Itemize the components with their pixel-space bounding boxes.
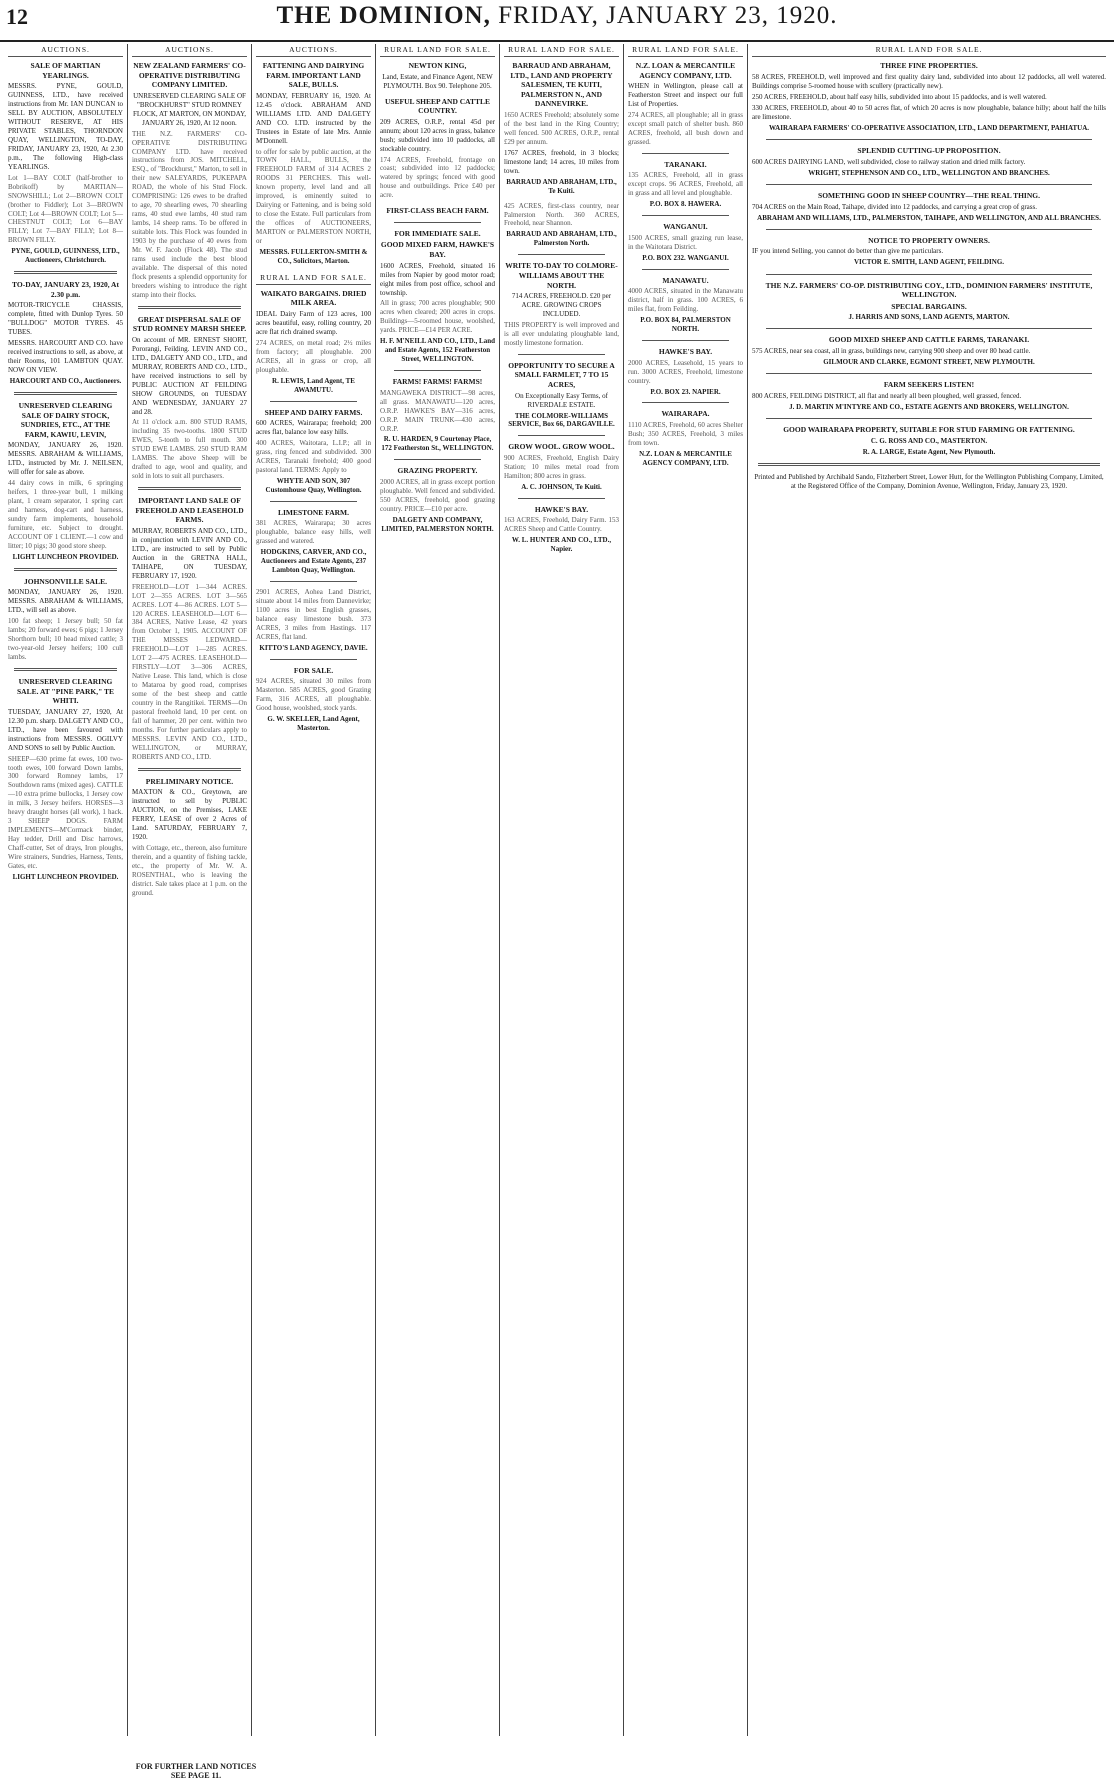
ad-signature: A. C. JOHNSON, Te Kuiti. xyxy=(521,482,602,491)
ad-body-filler: 4000 ACRES, situated in the Manawatu district, half in grass. 100 ACRES, 6 miles flat, from Feilding. xyxy=(628,287,743,314)
ad-signature: H. F. M'NEILL AND CO., LTD., Land and Estate Agents, 152 Featherston Street, WELLINGTON. xyxy=(380,337,496,364)
ad-body: 209 ACRES, O.R.P., rental 45d per annum; about 120 acres in grass, balance bush; subdivided into 10 paddocks, all stockable country. xyxy=(380,117,495,153)
ad-heading: FARMS! FARMS! FARMS! xyxy=(392,377,483,387)
ad-body: MESSRS. PYNE, GOULD, GUINNESS, LTD., have received instructions from Mr. IAN DUNCAN to SELL BY AUCTION, ABSOLUTELY WITHOUT RESERVE, AT HIS PRIVATE STABLES, THORNDON QUAY, WELLINGTON, TO-DAY, FRIDAY, JANUARY 23, 1920, At 2.30 p.m., The following High-class YEARLINGS. xyxy=(8,82,123,171)
ad-manawatu xyxy=(628,276,743,334)
ad-notice-owners xyxy=(752,236,1106,268)
divider xyxy=(14,568,117,571)
ad-body-filler: 2000 ACRES, Leasehold, 15 years to run. 3000 ACRES, Freehold, limestone country. xyxy=(628,358,743,385)
ad-wairarapa-6 xyxy=(628,409,743,467)
divider xyxy=(394,459,481,460)
ad-body-filler: THE N.Z. FARMERS' CO-OPERATIVE DISTRIBUTING COMPANY LTD. have received instructions from JOS. MITCHELL, ESQ., of "Brockhurst," Marton, to sell in their new SALEYARDS, PUKEPAPA ROAD, the whole of his Stud Flock. COMPRISING: 126 ewes to be drafted to age, 70 shearling ewes, 70 shearling rams, 40 stud ewe lambs, 40 stud ram lambs, 14 sheep rams. To be offered in suitable lots. This Flock was founded in 1903 by the purchase of 40 ewes from Mr. W. F. Jacob (Flock 48). The stud rams used include the best blood available. The dispersal of this noted flock presents a splendid opportunity for breeders wishing to introduce the right stamp into their flocks. xyxy=(132,129,247,299)
ad-signature: J. D. MARTIN M'INTYRE AND CO., ESTATE AGENTS AND BROKERS, WELLINGTON. xyxy=(789,402,1069,411)
ad-heading: SALE OF MARTIAN YEARLINGS. xyxy=(30,61,101,80)
ad-body: IDEAL Dairy Farm of 123 acres, 100 acres beautiful, easy, rolling country, 20 acre flat rich drained swamp. xyxy=(256,310,371,336)
ad-pine-park xyxy=(8,677,123,882)
divider xyxy=(766,328,1092,329)
divider xyxy=(766,418,1092,419)
divider xyxy=(642,340,729,341)
ad-signature: R. A. LARGE, Estate Agent, New Plymouth. xyxy=(862,447,996,456)
ad-signature: GILMOUR AND CLARKE, EGMONT STREET, NEW PLYMOUTH. xyxy=(823,358,1035,367)
ad-body: MONDAY, FEBRUARY 16, 1920. At 12.45 o'clock. ABRAHAM AND WILLIAMS LTD. AND DALGETY AND CO. LTD. instructed by the Trustees in Estate of late Mrs. Annie M'Donnell. xyxy=(256,91,371,145)
page-number: 12 xyxy=(6,4,28,29)
ad-three-fine-properties xyxy=(752,61,1106,133)
ad-heading: FATTENING AND DAIRYING FARM. IMPORTANT LAND SALE, BULLS. xyxy=(262,61,365,90)
ad-signature: P.O. BOX 84, PALMERSTON NORTH. xyxy=(640,316,731,334)
column-2 xyxy=(128,44,252,1736)
ad-body: MONDAY, JANUARY 26, 1920. MESSRS. ABRAHAM & WILLIAMS, LTD., instructed by Mr. J. NEILSEN, will offer for sale as above. xyxy=(8,441,123,477)
ad-heading: NOTICE TO PROPERTY OWNERS. xyxy=(868,235,990,245)
ad-subheading: On Exceptionally Easy Terms, of RIVERDALE ESTATE. xyxy=(515,391,608,409)
column-heading: AUCTIONS. xyxy=(256,44,371,57)
divider xyxy=(642,269,729,270)
ad-lake-ferry-notice xyxy=(132,777,247,898)
ad-sheep-country xyxy=(752,191,1106,223)
ad-signature: PYNE, GOULD, GUINNESS, LTD., Auctioneers, Christchurch. xyxy=(11,247,120,265)
divider xyxy=(138,487,241,490)
ad-signature: BARRAUD AND ABRAHAM, LTD., Palmerston North. xyxy=(506,230,617,248)
ad-body-filler: 44 dairy cows in milk, 6 springing heifers, 1 three-year bull, 1 milking plant, 1 cream separator, 1 spring cart and harness, dog-cart and harness, sundry farm implements, household furniture, etc. Subject to drought. ACCOUNT OF 1 CLIENT.—1 cow and litter; 10 pigs; 30 good store sheep. xyxy=(8,479,123,550)
divider xyxy=(766,373,1092,374)
ad-signature: KITTO'S LAND AGENCY, DAVIE. xyxy=(259,643,368,652)
ad-body: 714 ACRES, FREEHOLD. £20 per ACRE. GROWING CROPS INCLUDED. xyxy=(511,292,612,318)
ad-signature: J. HARRIS AND SONS, LAND AGENTS, MARTON. xyxy=(848,313,1010,322)
ad-heading: TO-DAY, JANUARY 23, 1920, At 2.30 p.m. xyxy=(12,280,119,299)
ad-signature: LIGHT LUNCHEON PROVIDED. xyxy=(12,872,119,881)
ad-nz-farmers-bargains xyxy=(752,281,1106,323)
ad-kittos xyxy=(256,588,371,653)
ad-body-filler: 381 ACRES, Wairarapa; 30 acres ploughable, balance easy hills, well grassed and watered. xyxy=(256,519,371,546)
ad-heading: THREE FINE PROPERTIES. xyxy=(880,61,978,70)
divider xyxy=(138,306,241,309)
ad-subheading: GOOD MIXED FARM, HAWKE'S BAY. xyxy=(380,240,495,260)
divider xyxy=(518,254,605,255)
ad-signature: MESSRS. FULLERTON-SMITH & CO., Solicitors, Marton. xyxy=(259,247,368,265)
ad-hawkes-bay-6 xyxy=(628,347,743,396)
divider xyxy=(394,222,481,223)
ad-body-filler: 1500 ACRES, small grazing run lease, in the Waitotara District. xyxy=(628,233,743,251)
ad-signature: R. U. HARDEN, 9 Courtenay Place, 172 Featherston St., WELLINGTON. xyxy=(381,435,494,453)
ad-hawkes-bay-5 xyxy=(504,505,619,554)
ad-limestone-farm xyxy=(256,508,371,575)
ad-signature: BARRAUD AND ABRAHAM, LTD., Te Kuiti. xyxy=(506,177,617,195)
ad-signature: C. G. ROSS AND CO., MASTERTON. xyxy=(870,436,988,445)
column-7 xyxy=(748,44,1110,1736)
ad-signature: HARCOURT AND CO., Auctioneers. xyxy=(9,377,122,386)
ad-heading: TARANAKI. xyxy=(664,159,707,169)
divider xyxy=(642,153,729,154)
ad-hawkes-bay-mixed xyxy=(380,229,495,364)
ad-heading: UNRESERVED CLEARING SALE OF DAIRY STOCK, SUNDRIES, ETC., AT THE FARM, KAWIU, LEVIN, xyxy=(18,401,113,439)
ad-signature: LIGHT LUNCHEON PROVIDED. xyxy=(12,552,119,561)
ad-signature: THE COLMORE-WILLIAMS SERVICE, Box 66, DARGAVILLE. xyxy=(508,411,615,429)
ad-paragraph: 600 ACRES DAIRYING LAND, well subdivided, close to railway station and dried milk factory. xyxy=(752,157,1026,166)
ad-heading: FARM SEEKERS LISTEN! xyxy=(883,380,975,390)
ad-colmore-williams-north xyxy=(504,261,619,348)
ad-body: On account of MR. ERNEST SHORT, Pororangi, Feilding. LEVIN AND CO., LTD., DALGETY AND CO., LTD., and MURRAY, ROBERTS AND CO., LTD., have received instructions to sell by PUBLIC AUCTION AT FEILDING SHOW GROUNDS, on TUESDAY AND WEDNESDAY, JANUARY 27 and 28. xyxy=(132,335,247,416)
ad-heading: GOOD WAIRARAPA PROPERTY, SUITABLE FOR STUD FARMING OR FATTENING. xyxy=(783,424,1075,434)
divider xyxy=(14,392,117,395)
ad-signature: ABRAHAM AND WILLIAMS, LTD., PALMERSTON, TAIHAPE, AND WELLINGTON, AND ALL BRANCHES. xyxy=(757,213,1101,222)
ad-body-filler: SHEEP—630 prime fat ewes, 100 two-tooth ewes, 100 forward Down lambs, 300 forward Romney lambs, 17 Southdown rams (mixed ages). CATTLE—10 extra prime bullocks, 1 Jersey cow in milk, 3 Jersey heifers. HORSES—3 heavy draught horses (all work), 1 hack. 3 SHEEP DOGS. FARM IMPLEMENTS—M'Cormack binder, Hay tedder, Drill and Disc harrows, Chaff-cutter, Set of drays, Iron ploughs, Wire strainers, Sundries, Harness, Tents, Gates, etc. xyxy=(8,754,123,870)
ad-farms xyxy=(380,377,495,453)
ad-signature: WRIGHT, STEPHENSON AND CO., LTD., WELLINGTON AND BRANCHES. xyxy=(808,168,1050,177)
divider xyxy=(642,402,729,403)
ad-body-filler: with Cottage, etc., thereon, also furniture therein, and a quantity of fishing tackle, etc., the property of Mr. W. A. ROSENTHAL, who is leaving the district. Sale takes place at 1 p.m. on the ground. xyxy=(132,844,247,897)
ad-signature: G. W. SKELLER, Land Agent, Masterton. xyxy=(267,715,360,733)
ad-heading: THE N.Z. FARMERS' CO-OP. DISTRIBUTING COY., LTD., DOMINION FARMERS' INSTITUTE, WELLINGTON. xyxy=(765,280,1093,300)
ad-signature: N.Z. LOAN & MERCANTILE AGENCY COMPANY, LTD. xyxy=(639,449,732,467)
ad-wanganui xyxy=(628,222,743,262)
ad-waikato-bargains xyxy=(256,289,371,395)
ad-heading: BARRAUD AND ABRAHAM, LTD., LAND AND PROPERTY SALESMEN, TE KUITI, PALMERSTON N., AND DANNEVIRKE. xyxy=(510,61,613,109)
ad-body-filler: 400 ACRES, Waitotara, L.I.P.; all in grass, ring fenced and subdivided. 300 ACRES, Taranaki freehold; 400 good pastoral land. TERMS: Apply to xyxy=(256,439,371,475)
ad-taihape-land-sale xyxy=(132,496,247,762)
ad-body-filler: 900 ACRES, Freehold, English Dairy Station; 10 miles metal road from Hamilton; 800 acres in grass. xyxy=(504,454,619,480)
ad-body-filler: THIS PROPERTY is well improved and is all ever undulating ploughable land, mostly limestone formation. xyxy=(504,320,619,347)
page-columns xyxy=(4,44,1110,1780)
ad-heading: HAWKE'S BAY. xyxy=(534,504,589,514)
ad-body-filler: 274 ACRES, on metal road; 2½ miles from factory; all ploughable. 200 ACRES, all in grass or crop, all ploughable. xyxy=(256,338,371,374)
ad-body-filler: 274 ACRES, all ploughable; all in grass except small patch of shelter bush. 860 ACRES, freehold, all bush down and grassed. xyxy=(628,111,743,146)
ad-heading: FIRST-CLASS BEACH FARM. xyxy=(386,206,489,216)
divider xyxy=(138,768,241,771)
ad-heading: GROW WOOL. GROW WOOL. xyxy=(508,442,615,452)
column-heading: RURAL LAND FOR SALE. xyxy=(752,44,1106,57)
divider xyxy=(766,274,1092,275)
column-heading: RURAL LAND FOR SALE. xyxy=(380,44,495,57)
ad-farm-seekers xyxy=(752,380,1106,412)
divider xyxy=(14,668,117,671)
section-heading: RURAL LAND FOR SALE. xyxy=(256,272,371,285)
ad-heading: NEWTON KING, xyxy=(408,61,467,70)
divider xyxy=(766,229,1092,230)
ad-body: MESSRS. HARCOURT AND CO. have received instructions to sell, as above, at their Rooms, 101 LAMBTON QUAY. NOW ON VIEW. xyxy=(8,339,123,375)
ad-signature: W. L. HUNTER AND CO., LTD., Napier. xyxy=(511,536,612,554)
ad-subheading: WAIKATO BARGAINS. DRIED MILK AREA. xyxy=(260,288,367,308)
ad-body: 1767 ACRES, freehold, in 3 blocks; limestone land; 14 acres, 10 miles from town. xyxy=(504,148,619,175)
ad-for-sale xyxy=(256,666,371,733)
ad-heading: HAWKE'S BAY. xyxy=(658,347,713,357)
ad-taranaki xyxy=(628,160,743,209)
ad-heading: JOHNSONVILLE SALE. xyxy=(24,576,107,586)
divider xyxy=(518,435,605,436)
ad-signature: R. LEWIS, Land Agent, TE AWAMUTU. xyxy=(272,376,355,394)
ad-heading: SHEEP AND DAIRY FARMS. xyxy=(264,407,363,417)
ad-signature: HODGKINS, CARVER, AND CO., Auctioneers and Estate Agents, 237 Lambton Quay, Wellington. xyxy=(260,548,367,575)
ad-beach-farm xyxy=(380,206,495,216)
column-heading: AUCTIONS. xyxy=(132,44,247,57)
ad-subheading: SPECIAL BARGAINS. xyxy=(891,301,967,311)
ad-body-filler: 425 ACRES, first-class country, near Palmerston North. 360 ACRES, Freehold, near Shannon. xyxy=(504,201,619,228)
ad-paragraph: 250 ACRES, FREEHOLD, about half easy hills, subdivided into about 15 paddocks, and is well watered. xyxy=(752,92,1047,101)
divider xyxy=(766,139,1092,140)
ad-body-filler: 1110 ACRES, Freehold, 60 acres Shelter Bush; 350 ACRES, Freehold, 3 miles from town. xyxy=(628,421,743,447)
ad-clearing-sale-levin xyxy=(8,401,123,562)
ad-signature: VICTOR E. SMITH, LAND AGENT, FEILDING. xyxy=(853,258,1005,267)
ad-paragraph: 58 ACRES, FREEHOLD, well improved and first quality dairy land, subdivided into about 12 paddocks, all well watered. Buildings comprise 5-roomed house with scullery (practically new). xyxy=(752,72,1106,90)
ad-useful-country xyxy=(380,97,495,201)
ad-grow-wool xyxy=(504,442,619,491)
divider xyxy=(270,659,357,660)
ad-body-filler: Lot 1—BAY COLT (half-brother to Bobrikoff) by MARTIAN—SNOWSHILL; Lot 2—BROWN COLT (brother to Fiddler); Lot 3—BROWN COLT; Lot 4—BROWN COLT; Lot 5—CHESTNUT COLT; Lot 6—BAY FILLY; Lot 7—BAY FILLY; Lot 8—BROWN FILLY. xyxy=(8,173,123,245)
ad-heading: NEW ZEALAND FARMERS' CO-OPERATIVE DISTRIBUTING COMPANY LIMITED. xyxy=(133,61,246,90)
column-heading: RURAL LAND FOR SALE. xyxy=(628,44,743,57)
ad-paragraph: IF you intend Selling, you cannot do better than give me particulars. xyxy=(752,247,944,256)
ad-motor-tricycle xyxy=(8,280,123,386)
ad-heading: USEFUL SHEEP AND CATTLE COUNTRY. xyxy=(384,96,491,116)
ad-heading: FOR SALE. xyxy=(293,665,334,675)
ad-grazing-property xyxy=(380,466,495,533)
divider xyxy=(518,354,605,355)
ad-heading: WAIRARAPA. xyxy=(661,409,710,419)
column-1 xyxy=(4,44,128,1736)
ad-body: 1600 ACRES, Freehold, situated 16 miles from Napier by good motor road; eight miles from post office, school and township. xyxy=(380,261,495,297)
column-6 xyxy=(624,44,748,1736)
ad-body: MAXTON & CO., Greytown, are instructed to sell by PUBLIC AUCTION, on the Premises, LAKE FERRY, LEASE of over 2 Acres of Land. SATURDAY, FEBRUARY 7, 1920. xyxy=(132,788,247,842)
ad-body: MONDAY, JANUARY 26, 1920. MESSRS. ABRAHAM & WILLIAMS, LTD., will sell as above. xyxy=(8,588,123,615)
divider xyxy=(766,184,1092,185)
ad-nz-loan xyxy=(628,61,743,147)
ad-body-filler: 174 ACRES, Freehold, frontage on coast; subdivided into 12 paddocks; watered by springs; fenced with good house and outbuildings. Price £40 per acre. xyxy=(380,155,495,200)
ad-heading: WRITE TO-DAY TO COLMORE-WILLIAMS ABOUT THE NORTH. xyxy=(505,261,618,290)
ad-cutting-up xyxy=(752,146,1106,178)
issue-date: FRIDAY, JANUARY 23, 1920. xyxy=(498,2,838,29)
newspaper-title xyxy=(0,2,1114,30)
ad-body-filler: At 11 o'clock a.m. 800 STUD RAMS, including 35 two-tooths. 1800 STUD EWES, 5-tooth to full mouth. 300 STUD EWE LAMBS. 250 STUD RAM LAMBS. The above Sheep will be drafted to age, wool and quality, and sold in lots to suit all purchasers. xyxy=(132,418,247,481)
divider xyxy=(518,498,605,499)
ad-bulls-farm xyxy=(256,61,371,266)
ad-barraud-abraham xyxy=(504,61,619,196)
masthead xyxy=(0,0,1114,42)
column-4 xyxy=(376,44,500,1736)
ad-stud-romney-dispersal xyxy=(132,315,247,481)
divider xyxy=(270,401,357,402)
divider xyxy=(642,215,729,216)
ad-johnsonville xyxy=(8,577,123,662)
ad-heading: FOR IMMEDIATE SALE. xyxy=(394,228,481,238)
divider xyxy=(270,501,357,502)
column-5 xyxy=(500,44,624,1736)
ad-paragraph: 704 ACRES on the Main Road, Taihape, divided into 12 paddocks, and carrying a great crop of grass. xyxy=(752,202,1037,211)
ad-body-filler: 163 ACRES, Freehold, Dairy Farm. 153 ACRES Sheep and Cattle Country. xyxy=(504,516,619,534)
ad-body-filler: 2000 ACRES, all in grass except portion ploughable. Well fenced and subdivided. 550 ACRES, freehold, good grazing country. PRICE—£10 per acre. xyxy=(380,477,495,513)
ad-heading: GOOD MIXED SHEEP AND CATTLE FARMS, TARANAKI. xyxy=(828,335,1030,345)
ad-body-filler: 100 fat sheep; 1 Jersey bull; 50 fat lambs; 20 forward ewes; 6 pigs; 1 Jersey Shorthorn bull; 10 head mixed cattle; 3 two-year-old Jersey heifers; 100 cull lambs. xyxy=(8,617,123,662)
ad-body: MOTOR-TRICYCLE CHASSIS, complete, fitted with Dunlop Tyres. 50 "BULLDOG" MOTOR TYRES. 45 TUBES. xyxy=(8,301,123,337)
ad-body: WHEN in Wellington, please call at Featherston Street and inspect our full List of Properties. xyxy=(628,82,743,109)
ad-heading: SOMETHING GOOD IN SHEEP COUNTRY—THE REAL THING. xyxy=(818,190,1040,200)
ad-brockhurst-flock xyxy=(132,61,247,300)
ad-body-filler: All in grass; 700 acres ploughable; 900 acres when cleared; 200 acres in crops. Buildings—5-roomed house, woolshed, yards. PRICE—£14 PER ACRE. xyxy=(380,299,495,335)
ad-wairarapa-property xyxy=(752,425,1106,457)
divider xyxy=(270,581,357,582)
divider xyxy=(758,463,1100,466)
ad-heading: IMPORTANT LAND SALE OF FREEHOLD AND LEASEHOLD FARMS. xyxy=(135,496,244,525)
column-3 xyxy=(252,44,376,1736)
ad-paragraph: 800 ACRES, FEILDING DISTRICT, all flat and nearly all been ploughed, well grassed, fenced. xyxy=(752,391,1022,400)
column-heading: AUCTIONS. xyxy=(8,44,123,57)
ad-body-filler: 2901 ACRES, Aohea Land District, situate about 14 miles from Dannevirke; 1100 acres in best English grasses, balance easy limestone bush. 373 ACRES, 3 miles from Hastings. 117 ACRES, flat land. xyxy=(256,588,371,641)
ad-heading: OPPORTUNITY TO SECURE A SMALL FARMLET, 7 TO 15 ACRES, xyxy=(508,360,615,389)
ad-heading: N.Z. LOAN & MERCANTILE AGENCY COMPANY, LTD. xyxy=(635,61,736,80)
divider xyxy=(394,370,481,371)
ad-heading: LIMESTONE FARM. xyxy=(278,507,349,517)
divider xyxy=(14,271,117,274)
ad-body-filler: MANGAWEKA DISTRICT—98 acres, all grass. MANAWATU—120 acres, O.R.P. HAWKE'S BAY—316 acres, O.R.P. MAIN TRUNK—430 acres, O.R.P. xyxy=(380,388,495,433)
ad-riverdale-farmlet xyxy=(504,361,619,430)
ad-paragraph: 330 ACRES, FREEHOLD, about 40 to 50 acres flat, of which 20 acres is now ploughable, balance hilly; about half the hills are limestone. xyxy=(752,103,1106,121)
ad-body-filler: FREEHOLD—LOT 1—344 ACRES. LOT 2—355 ACRES. LOT 3—565 ACRES. LOT 4—86 ACRES. LOT 5—120 ACRES. LEASEHOLD—LOT 6—384 ACRES, Native Lease, 42 years from October 1, 1905. ACCOUNT OF THE MISSES LEDWARD—FREEHOLD—LOT 1—285 ACRES. LOT 2—475 ACRES. LEASEHOLD—FIRSTLY—LOT 3—306 ACRES, Native Lease. This land, which is close to Mataroa by good road, comprises some of the best sheep and cattle country in the Rangitikei. TERMS—On pastoral freehold land, 10 per cent. on fall of hammer, 20 per cent. within two months. For further particulars apply to MESSRS. LEVIN AND CO., LTD., WELLINGTON, or MURRAY, ROBERTS AND CO., LTD. xyxy=(132,582,247,761)
printer-imprint: Printed and Published by Archibald Sando, Fitzherbert Street, Lower Hutt, for the Wellington Publishing Company, Limited, at the Registered Office of the Company, Dominion Avenue, Wellington, Friday, January 23, 1920. xyxy=(754,472,1104,490)
ad-heading: GREAT DISPERSAL SALE OF STUD ROMNEY MARSH SHEEP. xyxy=(132,314,247,334)
ad-body-filler: 924 ACRES, situated 30 miles from Masterton. 585 ACRES, good Grazing Farm, 316 ACRES, all ploughable. Good house, woolshed, stock yards. xyxy=(256,677,371,713)
ad-signature: P.O. BOX 232. WANGANUI. xyxy=(642,253,729,262)
footer-notice: FOR FURTHER LAND NOTICES SEE PAGE 11. xyxy=(135,1762,257,1780)
ad-taranaki-mixed xyxy=(752,335,1106,367)
ad-body-filler: 1650 ACRES Freehold; absolutely some of the best land in the King Country; well fenced. 500 ACRES, O.R.P., rental £29 per annum. xyxy=(504,110,619,146)
ad-heading: MANAWATU. xyxy=(662,275,709,285)
ad-newton-king xyxy=(380,61,495,91)
ad-signature: P.O. BOX 8. HAWERA. xyxy=(649,200,722,209)
ad-martian-yearlings xyxy=(8,61,123,265)
column-heading: RURAL LAND FOR SALE. xyxy=(504,44,619,57)
ad-heading: PRELIMINARY NOTICE. xyxy=(145,776,234,786)
ad-body: 600 ACRES, Wairarapa; freehold; 200 acres flat, balance low easy hills. xyxy=(256,419,371,437)
ad-signature: WAIRARAPA FARMERS' CO-OPERATIVE ASSOCIATION, LTD., LAND DEPARTMENT, PAHIATUA. xyxy=(768,124,1090,133)
ad-body-filler: to offer for sale by public auction, at the TOWN HALL, BULLS, the FREEHOLD FARM of 314 ACRES 2 ROODS 31 PERCHES. This well-known property, level land and all improved, is eminently suited to Dairying or Fattening, and is being sold to close the Estate. Full particulars from the offices of AUCTIONEERS, MARTON or PALMERSTON NORTH, or xyxy=(256,147,371,246)
ad-body: TUESDAY, JANUARY 27, 1920, At 12.30 p.m. sharp. DALGETY AND CO., LTD., have been favoured with instructions from MESSRS. OGILVY AND SONS to sell by Public Auction. xyxy=(8,707,123,752)
ad-signature: P.O. BOX 23. NAPIER. xyxy=(650,387,721,396)
ad-heading: GRAZING PROPERTY. xyxy=(397,466,478,476)
ad-body-filler: 135 ACRES, Freehold, all in grass except crops. 96 ACRES, Freehold, all in grass and all level and ploughable. xyxy=(628,171,743,198)
ad-heading: WANGANUI. xyxy=(663,222,708,232)
ad-sheep-dairy-farms xyxy=(256,408,371,495)
ad-signature: WHYTE AND SON, 307 Customhouse Quay, Wellington. xyxy=(265,476,362,494)
ad-body: MURRAY, ROBERTS AND CO., LTD., in conjunction with LEVIN AND CO., LTD., are instructed to sell by Public Auction in the GRETNA HALL, TAIHAPE, ON TUESDAY, FEBRUARY 17, 1920. xyxy=(132,526,247,580)
ad-signature: DALGETY AND COMPANY, LIMITED, PALMERSTON NORTH. xyxy=(381,515,494,533)
ad-barraud-palmerston xyxy=(504,202,619,249)
ad-paragraph: 575 ACRES, near sea coast, all in grass, buildings new, carrying 900 sheep and over 80 head cattle. xyxy=(752,346,1031,355)
ad-heading: SPLENDID CUTTING-UP PROPOSITION. xyxy=(857,146,1001,156)
ad-body: UNRESERVED CLEARING SALE OF "BROCKHURST" STUD ROMNEY FLOCK, AT MARTON, ON MONDAY, JANUARY 26, 1920, At 12 noon. xyxy=(132,91,247,127)
ad-heading: UNRESERVED CLEARING SALE. AT "PINE PARK," TE WHITI. xyxy=(17,677,114,706)
paper-name: THE DOMINION, xyxy=(276,2,491,29)
ad-body: Land, Estate, and Finance Agent, NEW PLYMOUTH. Box 90. Telephone 205. xyxy=(382,72,493,90)
